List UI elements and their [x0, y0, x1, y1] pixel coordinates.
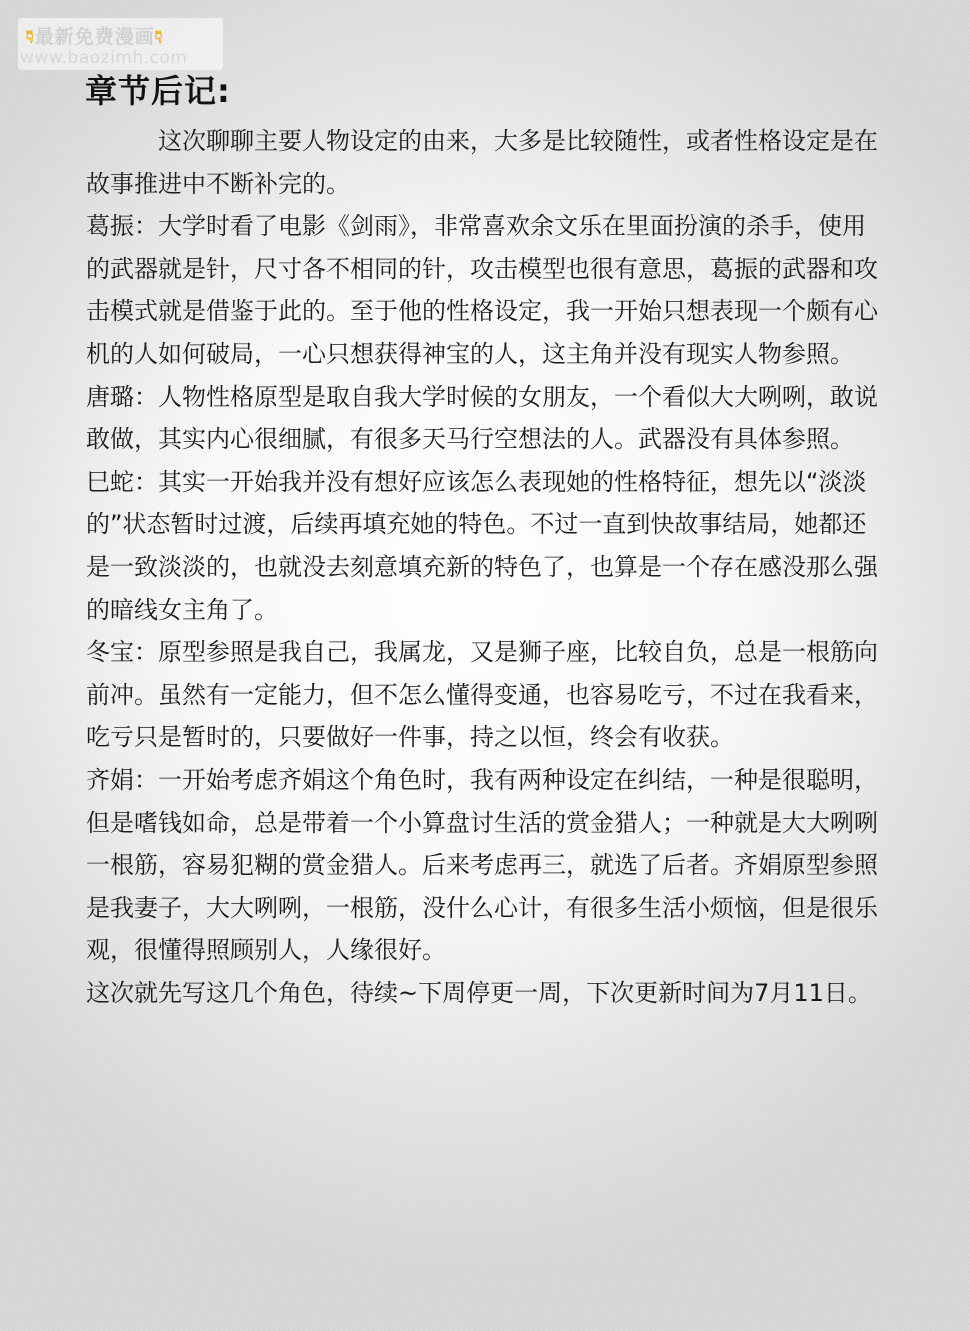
paragraph-intro: 这次聊聊主要人物设定的由来，大多是比较随性，或者性格设定是在故事推进中不断补完的。	[86, 127, 878, 198]
paragraph-tang-lu: 唐璐：人物性格原型是取自我大学时候的女朋友，一个看似大大咧咧，敢说敢做，其实内心很细腻，有很多天马行空想法的人。武器没有具体参照。	[86, 382, 878, 454]
paragraph-ge-zhen: 葛振：大学时看了电影《剑雨》，非常喜欢余文乐在里面扮演的杀手，使用的武器就是针，尺寸各不相同的针，攻击模型也很有意思，葛振的武器和攻击模式就是借鉴于此的。至于他的性格设定，我一开始只想表现一个颇有心机的人如何破局，一心只想获得神宝的人，这主角并没有现实人物参照。	[86, 212, 878, 368]
watermark-label: 最新免费漫画	[34, 26, 155, 48]
paragraph-closing: 这次就先写这几个角色，待续~下周停更一周，下次更新时间为7月11日。	[86, 978, 872, 1007]
pointing-down-hand-icon: 👇︎	[26, 27, 35, 48]
page-title: 章节后记:	[85, 72, 231, 110]
paragraph-dong-bao: 冬宝：原型参照是我自己，我属龙，又是狮子座，比较自负，总是一根筋向前冲。虽然有一定能力，但不怎么懂得变通，也容易吃亏，不过在我看来，吃亏只是暂时的，只要做好一件事，持之以恒，终会有收获。	[86, 638, 878, 752]
pointing-down-hand-icon: 👇︎	[154, 27, 164, 48]
paragraph-si-she: 巳蛇：其实一开始我并没有想好应该怎么表现她的性格特征，想先以“淡淡的”状态暂时过渡，后续再填充她的特色。不过一直到快故事结局，她都还是一致淡淡的，也就没去刻意填充新的特色了，也算是一个存在感没那么强的暗线女主角了。	[86, 467, 878, 624]
paragraph-qi-juan: 齐娟：一开始考虑齐娟这个角色时，我有两种设定在纠结，一种是很聪明，但是嗜钱如命，总是带着一个小算盘讨生活的赏金猎人；一种就是大大咧咧一根筋，容易犯糊的赏金猎人。后来考虑再三，就选了后者。齐娟原型参照是我妻子，大大咧咧，一根筋，没什么心计，有很多生活小烦恼，但是很乐观，很懂得照顾别人，人缘很好。	[86, 765, 878, 965]
watermark-url: www.baozimh.com	[20, 48, 188, 68]
afterword-body	[86, 120, 886, 1014]
watermark-title	[26, 22, 164, 49]
site-watermark[interactable]	[18, 18, 223, 70]
